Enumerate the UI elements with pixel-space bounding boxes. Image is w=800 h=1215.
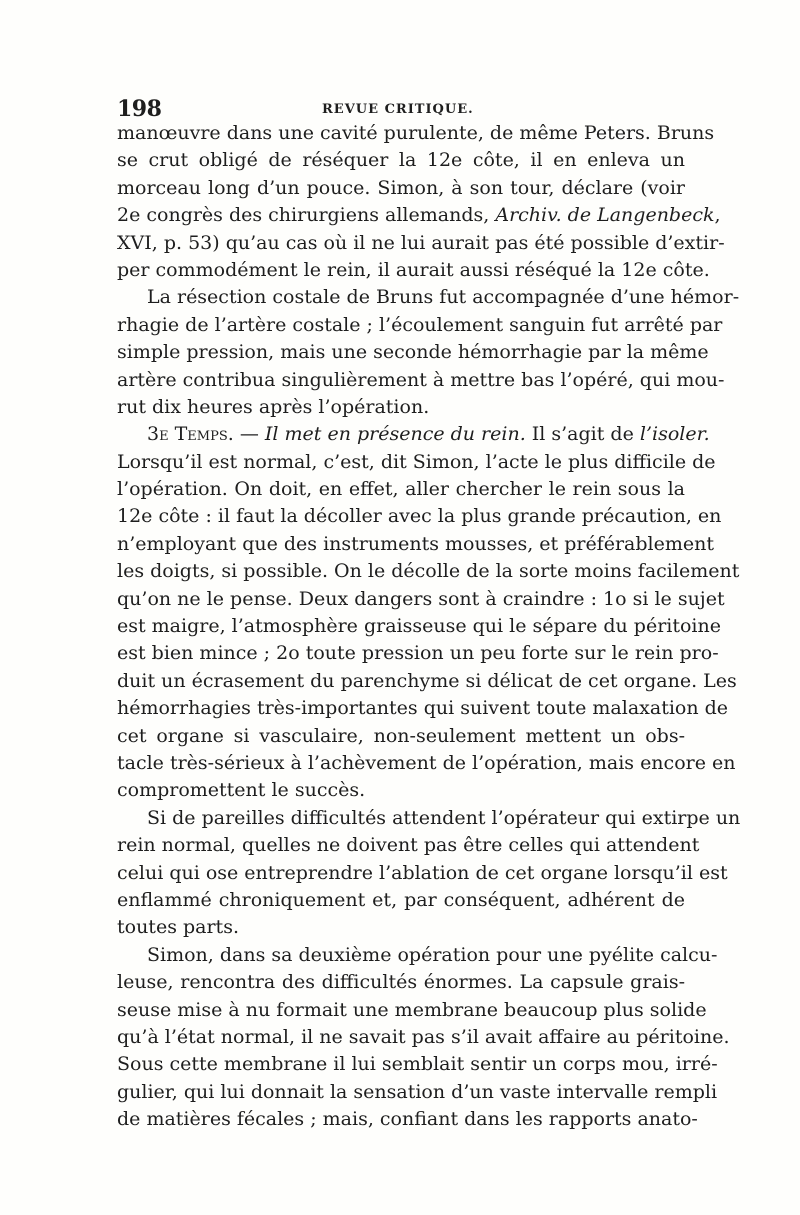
line-text: tacle très-sérieux à l’achèvement de l’opération, mais encore en xyxy=(117,751,736,774)
text-line xyxy=(117,476,685,503)
line-text: gulier, qui lui donnait la sensation d’un vaste intervalle rempli xyxy=(117,1080,718,1103)
text-line xyxy=(117,202,721,229)
line-text: rein normal, quelles ne doivent pas être celles qui attendent xyxy=(117,834,700,857)
line-text: se crut obligé de réséquer la 12e côte, il en enleva un xyxy=(117,149,685,172)
line-text: est maigre, l’atmosphère graisseuse qui le sépare du péritoine xyxy=(117,615,721,638)
line-text: Simon, dans sa deuxième opération pour une pyélite calcu- xyxy=(147,943,718,966)
line-it: Archiv. de Langenbeck xyxy=(495,204,715,227)
line-text: qu’on ne le pense. Deux dangers sont à craindre : 1o si le sujet xyxy=(117,587,725,610)
text-line xyxy=(117,120,715,147)
text-line xyxy=(117,640,719,667)
line-text: celui qui ose entreprendre l’ablation de cet organe lorsqu’il est xyxy=(117,861,728,884)
text-line xyxy=(117,750,736,777)
line-text: Sous cette membrane il lui semblait sentir un corps mou, irré- xyxy=(117,1053,718,1076)
text-line xyxy=(117,503,722,530)
text-line xyxy=(117,339,709,366)
text-line xyxy=(117,531,714,558)
line-text: simple pression, mais une seconde hémorrhagie par la même xyxy=(117,341,709,364)
text-line xyxy=(117,969,685,996)
text-line xyxy=(117,1024,730,1051)
text-line xyxy=(117,394,685,421)
text-line xyxy=(117,586,725,613)
line-pre: — xyxy=(233,423,265,446)
text-line xyxy=(117,723,685,750)
text-line xyxy=(117,668,737,695)
line-post: , xyxy=(714,204,721,227)
line-text: manœuvre dans une cavité purulente, de même Peters. Bruns xyxy=(117,122,715,144)
line-text: La résection costale de Bruns fut accompagnée d’une hémor- xyxy=(147,286,740,309)
text-line xyxy=(117,230,725,257)
text-line xyxy=(117,613,721,640)
text-line xyxy=(117,257,710,284)
text-line xyxy=(117,421,710,448)
line-text: est bien mince ; 2o toute pression un peu forte sur le rein pro- xyxy=(117,642,719,665)
line-text: compromettent le succès. xyxy=(117,779,366,802)
line-text: artère contribua singulièrement à mettre bas l’opéré, qui mou- xyxy=(117,368,725,391)
text-line xyxy=(117,1051,718,1078)
text-line xyxy=(117,1079,718,1106)
text-line xyxy=(117,805,741,832)
text-line xyxy=(117,860,728,887)
line-text: morceau long d’un pouce. Simon, à son tour, déclare (voir xyxy=(117,176,685,199)
text-line xyxy=(117,777,685,804)
text-line xyxy=(117,558,740,585)
text-line xyxy=(117,887,685,914)
line-text: 12e côte : il faut la décoller avec la plus grande précaution, en xyxy=(117,505,722,528)
text-line xyxy=(117,175,685,202)
page-header xyxy=(117,96,685,120)
line-text: rhagie de l’artère costale ; l’écoulement sanguin fut arrêté par xyxy=(117,313,723,336)
text-line xyxy=(117,147,685,174)
page-number: 198 xyxy=(117,96,162,122)
line-text: qu’à l’état normal, il ne savait pas s’il avait affaire au péritoine. xyxy=(117,1025,730,1048)
text-line xyxy=(117,367,725,394)
line-text: seuse mise à nu formait une membrane beaucoup plus solide xyxy=(117,998,707,1021)
line-text: per commodément le rein, il aurait aussi réséqué la 12e côte. xyxy=(117,258,710,281)
text-line xyxy=(117,449,716,476)
line-text: hémorrhagies très-importantes qui suivent toute malaxation de xyxy=(117,697,729,720)
line-text: Si de pareilles difficultés attendent l’opérateur qui extirpe un xyxy=(147,806,741,829)
text-line xyxy=(117,997,707,1024)
line-post: Il s’agit de xyxy=(525,423,640,446)
line-sc: 3e Temps. xyxy=(147,423,234,446)
line-text: cet organe si vasculaire, non-seulement mettent un obs- xyxy=(117,724,685,747)
text-line xyxy=(117,914,685,941)
line-text: XVI, p. 53) qu’au cas où il ne lui aurait pas été possible d’extir- xyxy=(117,231,725,254)
text-line xyxy=(117,695,729,722)
line-text: enflammé chroniquement et, par conséquent, adhérent de xyxy=(117,888,685,911)
text-line xyxy=(117,1106,698,1133)
text-line xyxy=(117,284,740,311)
line-text: duit un écrasement du parenchyme si délicat de cet organe. Les xyxy=(117,669,737,692)
text-line xyxy=(117,942,718,969)
text-line xyxy=(117,312,723,339)
line-text: l’opération. On doit, en effet, aller chercher le rein sous la xyxy=(117,478,685,501)
line-pre: 2e congrès des chirurgiens allemands, xyxy=(117,204,496,227)
line-text: rut dix heures après l’opération. xyxy=(117,395,430,418)
line-text: toutes parts. xyxy=(117,916,239,939)
line-text: de matières fécales ; mais, confiant dans les rapports anato- xyxy=(117,1108,698,1131)
running-head: REVUE CRITIQUE. xyxy=(322,102,474,117)
body-text xyxy=(117,120,741,1133)
line-it: Il met en présence du rein. xyxy=(264,423,526,446)
text-line xyxy=(117,832,700,859)
line-text: leuse, rencontra des difficultés énormes. La capsule grais- xyxy=(117,971,685,994)
line-text: Lorsqu’il est normal, c’est, dit Simon, l’acte le plus difficile de xyxy=(117,450,716,473)
line-it2: l’isoler. xyxy=(639,423,710,446)
line-text: les doigts, si possible. On le décolle de la sorte moins facilement xyxy=(117,560,740,583)
line-text: n’employant que des instruments mousses, et préférablement xyxy=(117,532,714,555)
